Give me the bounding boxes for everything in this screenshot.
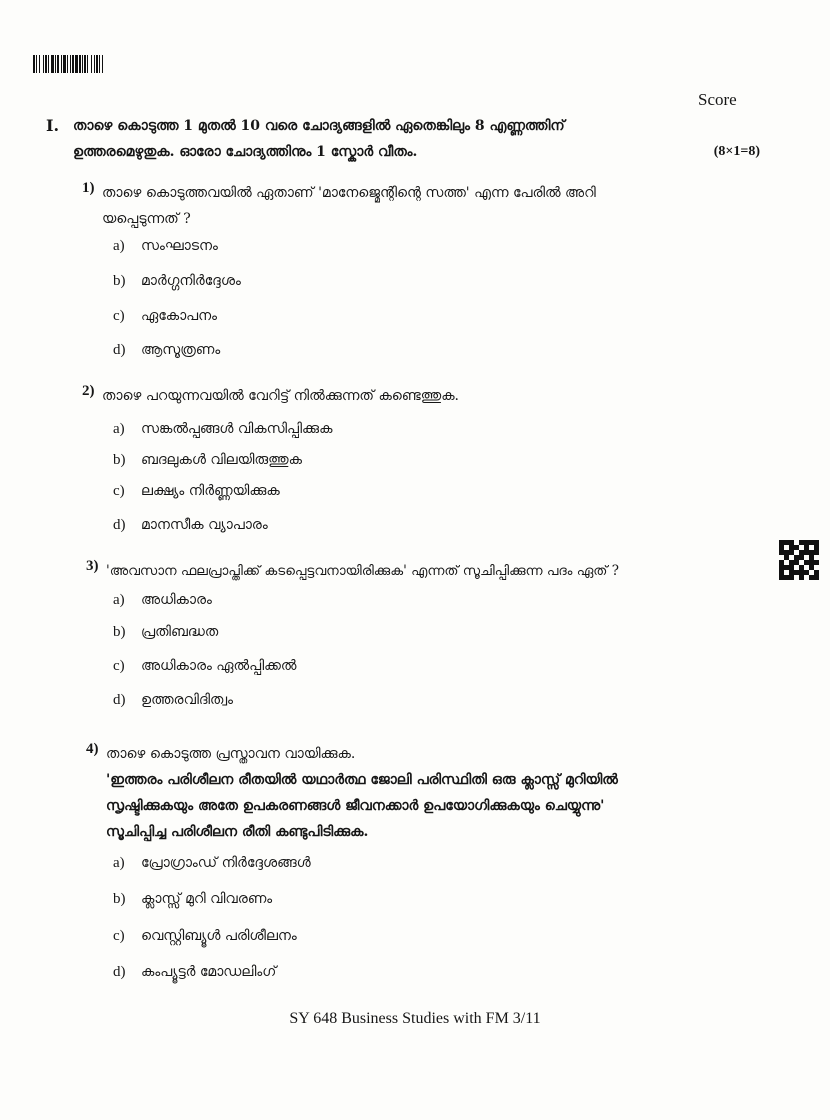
option-label: b) xyxy=(113,452,126,468)
option-text: ഉത്തരവിദിത്വം xyxy=(141,692,233,708)
option-3c xyxy=(113,658,296,675)
question-number: I. xyxy=(46,116,60,135)
option-label: c) xyxy=(113,308,125,324)
option-4c xyxy=(113,928,297,945)
subquestion-text xyxy=(106,741,618,845)
subquestion-text-line: സൂചിപ്പിച്ച പരിശീലന രീതി കണ്ടുപിടിക്കുക. xyxy=(106,824,369,840)
subquestion-text-line: യപ്പെടുന്നത് ? xyxy=(102,211,191,227)
option-text: ആസൂത്രണം xyxy=(141,342,221,358)
subquestion-text-line: താഴെ കൊടുത്ത പ്രസ്താവന വായിക്കുക. xyxy=(106,746,356,762)
option-3b xyxy=(113,624,218,641)
option-text: കംപ്യൂട്ടർ മോഡലിംഗ് xyxy=(141,964,277,980)
barcode xyxy=(33,55,143,73)
score-label: Score xyxy=(698,90,737,109)
option-text: ഏകോപനം xyxy=(141,308,217,324)
option-label: a) xyxy=(113,592,125,608)
option-2b xyxy=(113,452,302,469)
subquestion-number: 2) xyxy=(82,383,95,399)
option-label: b) xyxy=(113,624,126,640)
subquestion-text xyxy=(102,383,459,409)
option-2c xyxy=(113,483,280,500)
option-text: മാർഗ്ഗനിർദ്ദേശം xyxy=(141,273,241,289)
option-label: d) xyxy=(113,692,126,708)
option-label: a) xyxy=(113,421,125,437)
option-2d xyxy=(113,517,268,534)
option-text: സംഘാടനം xyxy=(141,238,218,254)
option-label: d) xyxy=(113,964,126,980)
option-text: സങ്കൽപ്പങ്ങൾ വികസിപ്പിക്കുക xyxy=(141,421,333,437)
option-1a xyxy=(113,238,218,255)
option-1b xyxy=(113,273,241,290)
option-4d xyxy=(113,964,276,981)
option-text: പ്രോഗ്രാംഡ് നിർദ്ദേശങ്ങൾ xyxy=(141,855,311,871)
option-4a xyxy=(113,855,311,872)
subquestion-number: 3) xyxy=(86,558,99,574)
option-label: a) xyxy=(113,238,125,254)
subquestion-number: 1) xyxy=(82,180,95,196)
option-text: ക്ലാസ്സ് മുറി വിവരണം xyxy=(141,891,273,907)
option-4b xyxy=(113,891,272,908)
option-text: പ്രതിബദ്ധത xyxy=(141,624,219,640)
subquestion-text xyxy=(106,558,619,584)
qr-code xyxy=(779,540,819,580)
option-2a xyxy=(113,421,332,438)
option-text: മാനസീക വ്യാപാരം xyxy=(141,517,268,533)
option-text: വെസ്റ്റിബ്യൂൾ പരിശീലനം xyxy=(141,928,297,944)
option-text: ലക്ഷ്യം നിർണ്ണയിക്കുക xyxy=(141,483,280,499)
option-label: b) xyxy=(113,273,126,289)
subquestion-text-line: സൃഷ്ടിക്കുകയും അതേ ഉപകരണങ്ങൾ ജീവനക്കാർ ഉപയോഗിക്കുകയും ചെയ്യുന്നു' xyxy=(106,798,605,814)
question-instruction-line2: ഉത്തരമെഴുതുക. ഓരോ ചോദ്യത്തിനും 1 സ്കോർ വീതം. xyxy=(73,144,418,160)
option-3a xyxy=(113,592,212,609)
subquestion-text-line: 'അവസാന ഫലപ്രാപ്തിക്ക് കടപ്പെട്ടവനായിരിക്കുക' എന്നത് സൂചിപ്പിക്കുന്ന പദം ഏത് ? xyxy=(106,563,619,579)
option-1d xyxy=(113,342,220,359)
option-label: b) xyxy=(113,891,126,907)
question-instruction-line1: താഴെ കൊടുത്ത 1 മുതൽ 10 വരെ ചോദ്യങ്ങളിൽ ഏതെങ്കിലും 8 എണ്ണത്തിന് xyxy=(73,118,565,134)
option-label: a) xyxy=(113,855,125,871)
option-3d xyxy=(113,692,233,709)
option-label: c) xyxy=(113,658,125,674)
option-label: d) xyxy=(113,342,126,358)
page-footer: SY 648 Business Studies with FM 3/11 xyxy=(289,1010,541,1027)
subquestion-text-line: താഴെ പറയുന്നവയിൽ വേറിട്ട് നിൽക്കുന്നത് കണ്ടെത്തുക. xyxy=(102,388,460,404)
option-label: c) xyxy=(113,483,125,499)
option-label: c) xyxy=(113,928,125,944)
option-label: d) xyxy=(113,517,126,533)
subquestion-text-line: താഴെ കൊടുത്തവയിൽ ഏതാണ് 'മാനേജ്മെന്റിന്റെ സത്ത' എന്ന പേരിൽ അറി xyxy=(102,185,596,201)
option-text: അധികാരം xyxy=(141,592,212,608)
option-1c xyxy=(113,308,217,325)
option-text: ബദലുകൾ വിലയിരുത്തുക xyxy=(141,452,302,468)
subquestion-number: 4) xyxy=(86,741,99,757)
subquestion-text xyxy=(102,180,596,232)
question-marks: (8×1=8) xyxy=(713,144,760,159)
option-text: അധികാരം ഏൽപ്പിക്കൽ xyxy=(141,658,297,674)
subquestion-text-line: 'ഇത്തരം പരിശീലന രീതയിൽ യഥാർത്ഥ ജോലി പരിസ്ഥിതി ഒരു ക്ലാസ്സ് മുറിയിൽ xyxy=(106,772,618,788)
